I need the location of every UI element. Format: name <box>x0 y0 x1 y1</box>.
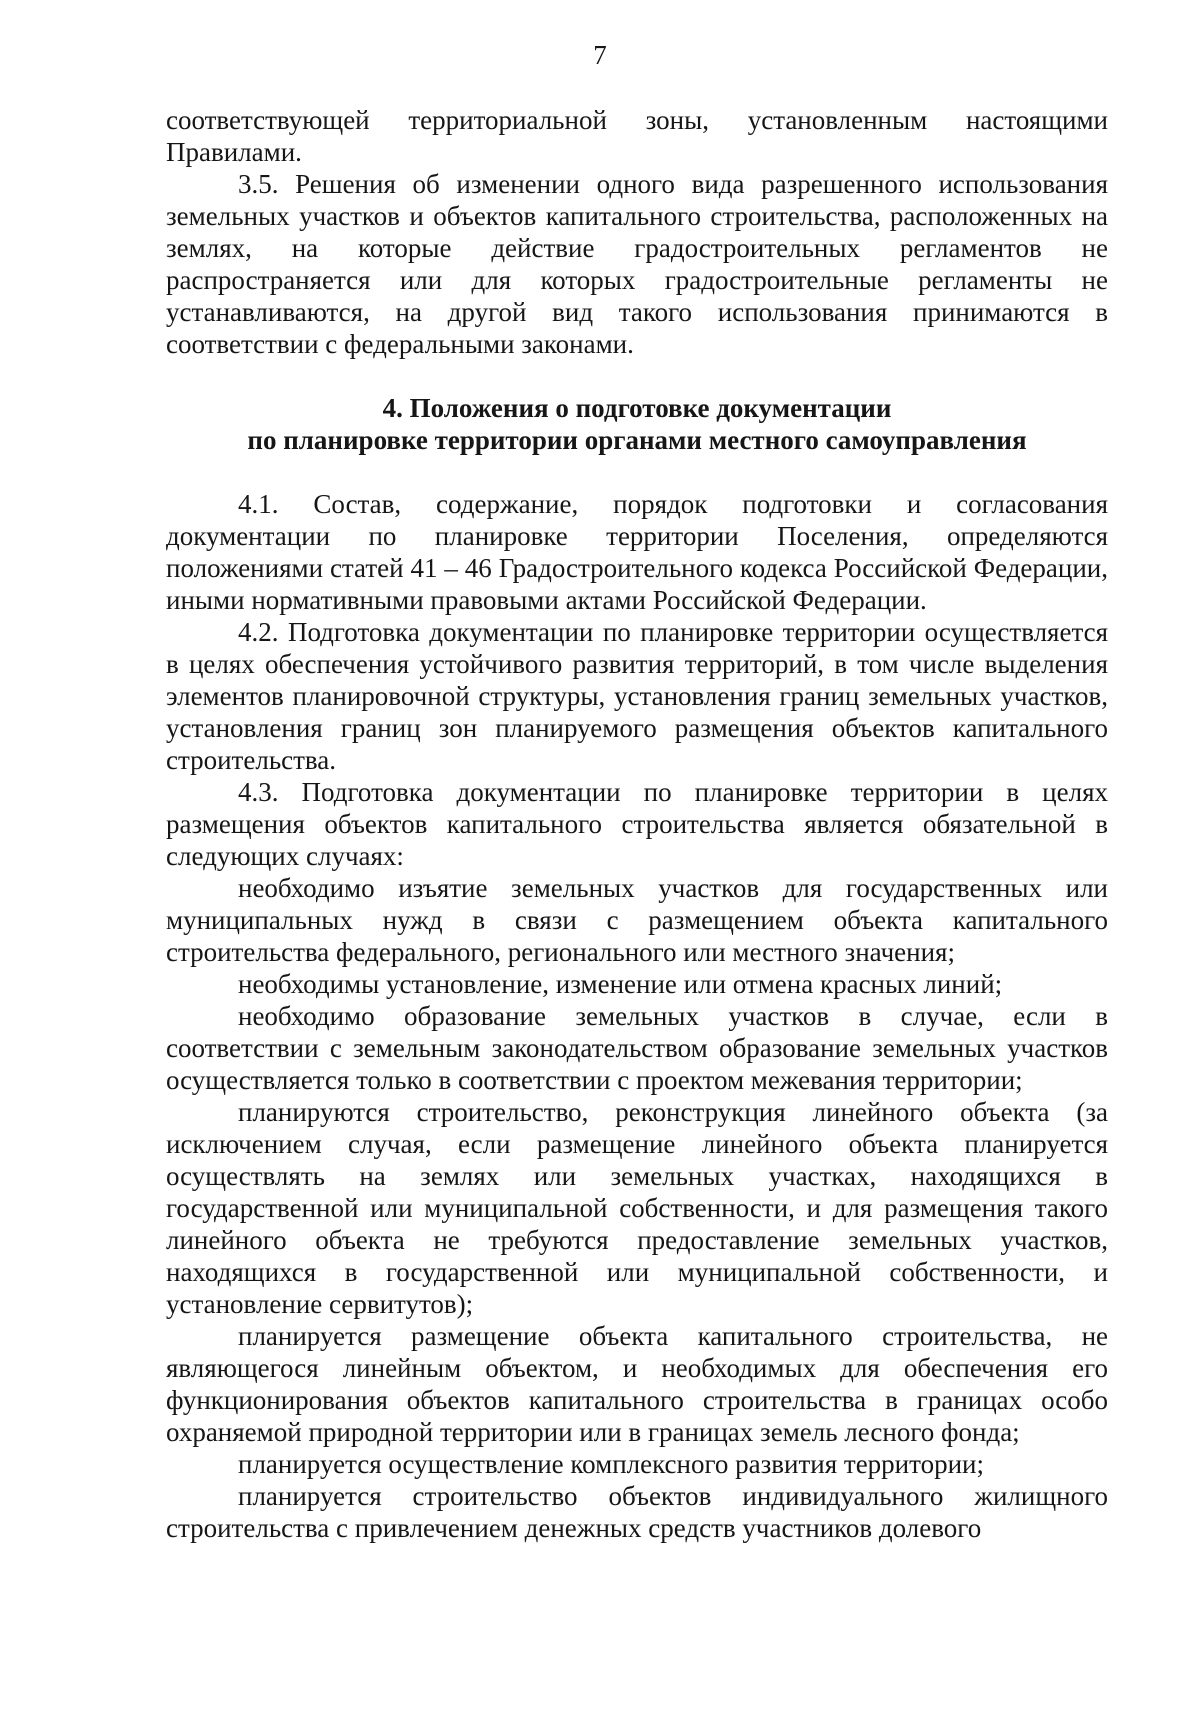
paragraph: планируется размещение объекта капитального строительства, не являющегося линейным объектом, и необходимых для обеспечения его функционирования объектов капитального строительства в границах особо охраняемой природной территории или в границах земель лесного фонда; <box>166 1321 1108 1447</box>
paragraph: соответствующей территориальной зоны, установленным настоящими Правилами. <box>166 105 1108 167</box>
section-heading-line-2: по планировке территории органами местного самоуправления <box>247 425 1027 455</box>
paragraph: планируется осуществление комплексного развития территории; <box>238 1449 984 1479</box>
paragraph: необходимы установление, изменение или отмена красных линий; <box>238 969 1003 999</box>
paragraph: 4.2. Подготовка документации по планировке территории осуществляется в целях обеспечения устойчивого развития территорий, в том числе выделения элементов планировочной структуры, установления границ земельных участков, установления границ зон планируемого размещения объектов капитального строительства. <box>166 617 1108 775</box>
section-3-continuation <box>166 104 1108 360</box>
page-number: 7 <box>593 40 607 70</box>
section-heading-line-1: 4. Положения о подготовке документации <box>382 393 892 423</box>
paragraph: необходимо образование земельных участков в случае, если в соответствии с земельным законодательством образование земельных участков осуществляется только в соответствии с проектом межевания территории; <box>166 1001 1108 1095</box>
paragraph: 4.1. Состав, содержание, порядок подготовки и согласования документации по планировке территории Поселения, определяются положениями статей 41 – 46 Градостроительного кодекса Российской Федерации, иными нормативными правовыми актами Российской Федерации. <box>166 489 1108 615</box>
paragraph: 4.3. Подготовка документации по планировке территории в целях размещения объектов капитального строительства является обязательной в следующих случаях: <box>166 777 1108 871</box>
paragraph: планируются строительство, реконструкция линейного объекта (за исключением случая, если размещение линейного объекта планируется осуществлять на землях или земельных участках, находящихся в государственной или муниципальной собственности, и для размещения такого линейного объекта не требуются предоставление земельных участков, находящихся в государственной или муниципальной собственности, и установление сервитутов); <box>166 1097 1108 1319</box>
section-4-body <box>166 488 1108 1544</box>
document-body <box>166 104 1108 1544</box>
paragraph: 3.5. Решения об изменении одного вида разрешенного использования земельных участков и объектов капитального строительства, расположенных на землях, на которые действие градостроительных регламентов не распространяется или для которых градостроительные регламенты не устанавливаются, на другой вид такого использования принимаются в соответствии с федеральными законами. <box>166 169 1108 359</box>
section-4-heading <box>166 392 1108 456</box>
paragraph: планируется строительство объектов индивидуального жилищного строительства с привлечением денежных средств участников долевого <box>166 1481 1108 1543</box>
paragraph: необходимо изъятие земельных участков для государственных или муниципальных нужд в связи с размещением объекта капитального строительства федерального, регионального или местного значения; <box>166 873 1108 967</box>
